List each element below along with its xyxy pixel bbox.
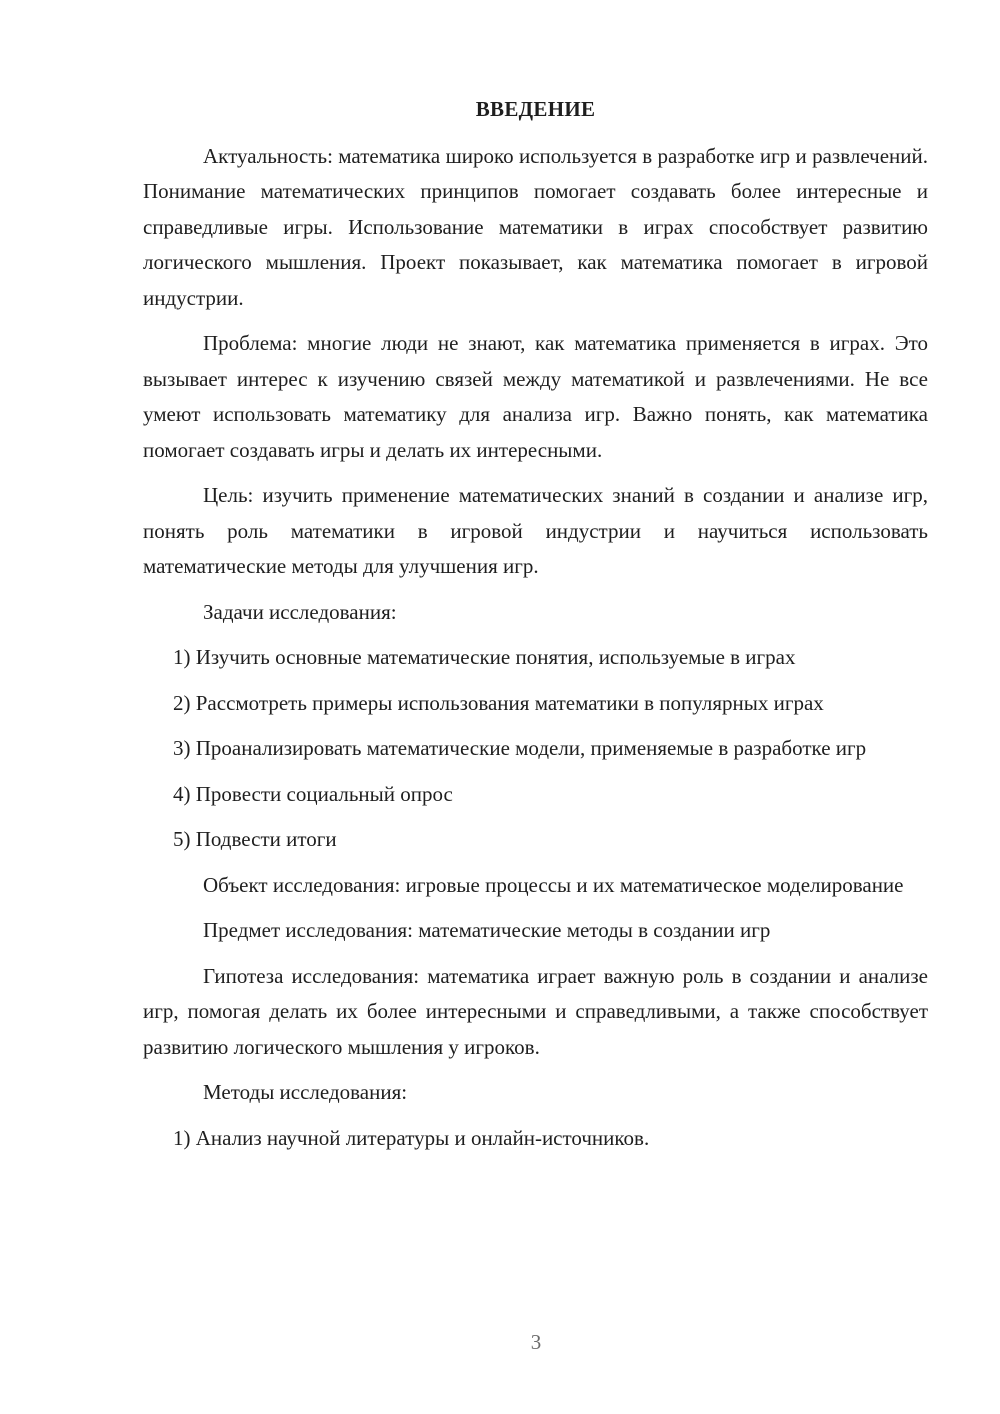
tasks-heading: Задачи исследования: [203, 599, 397, 624]
task-item: 1) Изучить основные математические понятия, используемые в играх [173, 645, 796, 669]
goal-paragraph: Цель: изучить применение математических знаний в создании и анализе игр, понять роль математики в игровой индустрии и научиться использовать математические методы для улучшения игр. [143, 483, 928, 578]
section-title: ВВЕДЕНИЕ [475, 97, 596, 121]
problem-paragraph: Проблема: многие люди не знают, как математика применяется в играх. Это вызывает интерес к изучению связей между математикой и развлечениями. Не все умеют использовать математику для анализа игр. Важно понять, как математика помогает создавать игры и делать их интересными. [143, 331, 928, 462]
hypothesis-paragraph: Гипотеза исследования: математика играет важную роль в создании и анализе игр, помогая делать их более интересными и справедливыми, а также способствует развитию логического мышления у игроков. [143, 963, 928, 1059]
object-paragraph: Объект исследования: игровые процессы и их математическое моделирование [203, 872, 904, 897]
page-number: 3 [530, 1330, 542, 1354]
task-item: 5) Подвести итоги [173, 827, 337, 851]
methods-heading: Методы исследования: [203, 1080, 408, 1104]
document-page [143, 92, 928, 1166]
task-item: 3) Проанализировать математические модели, применяемые в разработке игр [173, 736, 867, 760]
task-item: 4) Провести социальный опрос [173, 781, 453, 806]
relevance-paragraph: Актуальность: математика широко используется в разработке игр и развлечений. Понимание математических принципов помогает создавать более интересные и справедливые игры. Использование математики в играх способствует развитию логического мышления. Проект показывает, как математика помогает в игровой индустрии. [143, 143, 928, 310]
subject-paragraph: Предмет исследования: математические методы в создании игр [203, 918, 771, 942]
method-item: 1) Анализ научной литературы и онлайн-источников. [173, 1125, 650, 1150]
task-item: 2) Рассмотреть примеры использования математики в популярных играх [173, 690, 824, 715]
